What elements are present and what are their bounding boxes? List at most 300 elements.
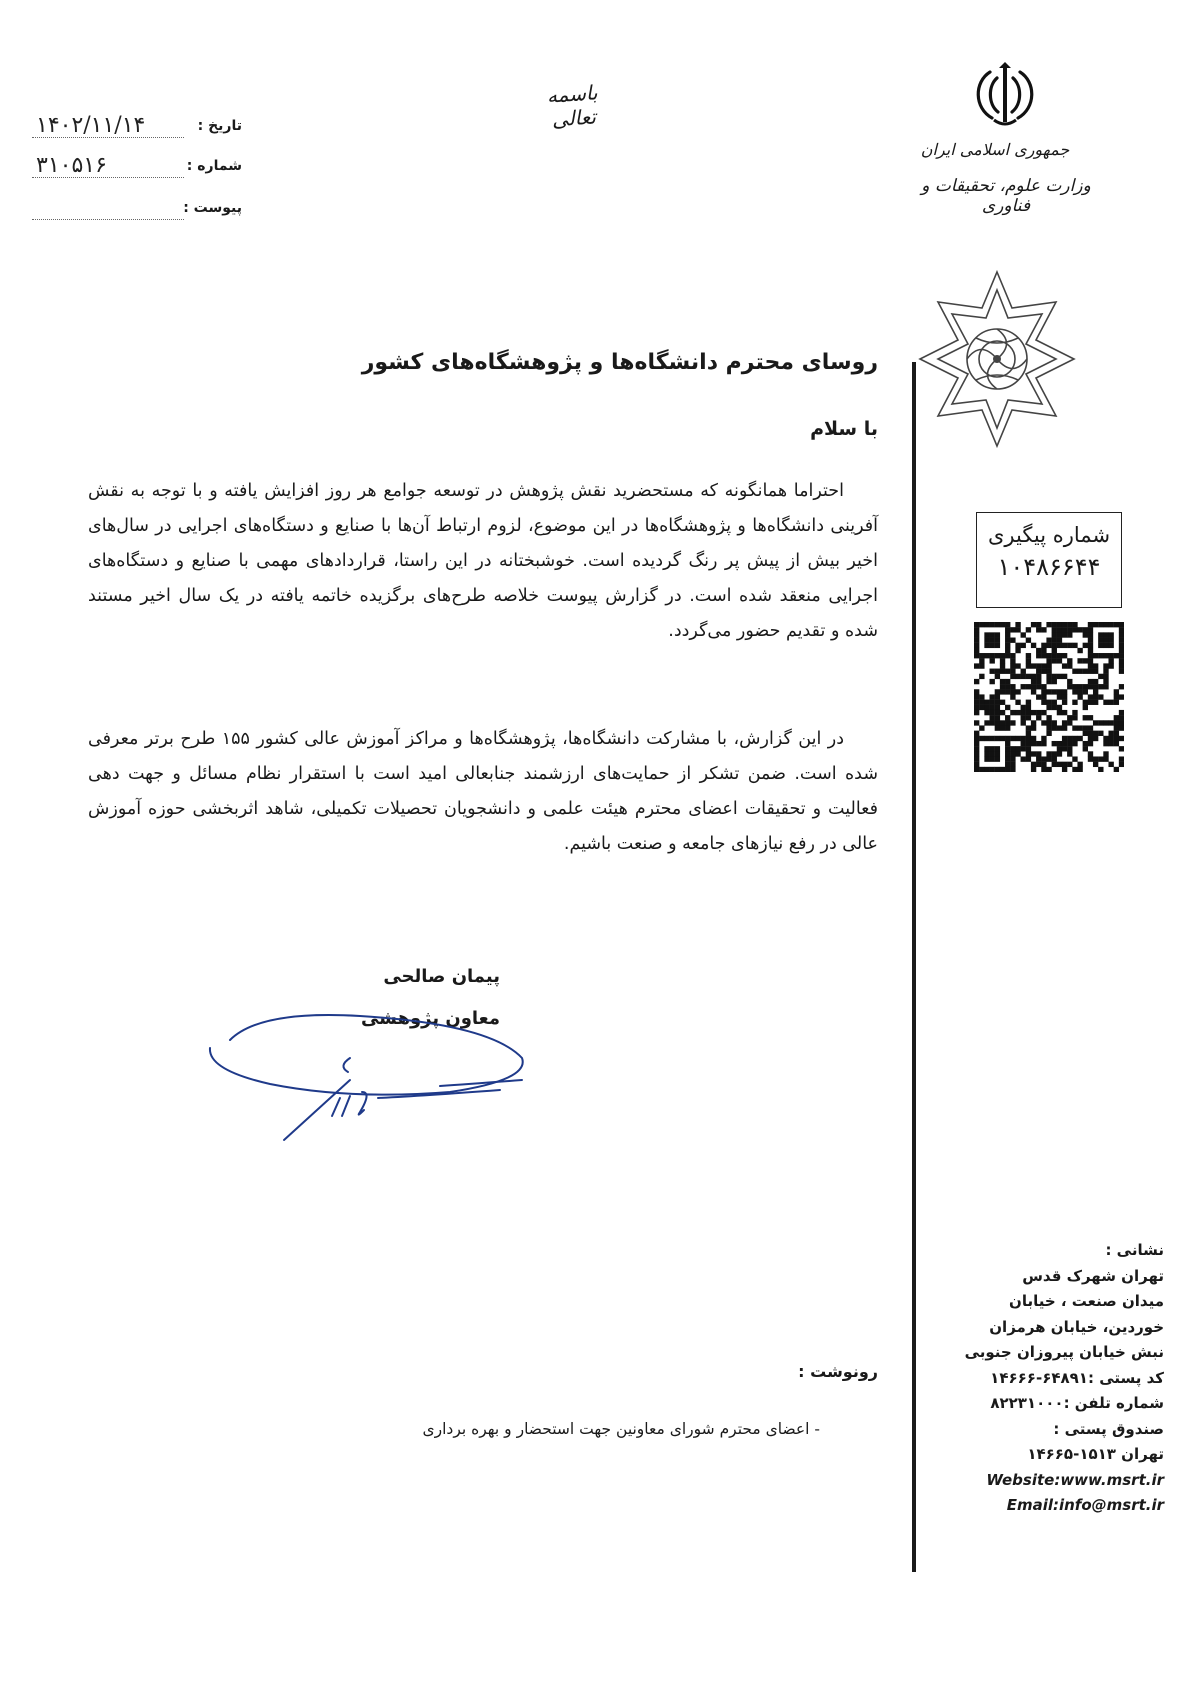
- qr-module: [995, 689, 1000, 694]
- qr-module: [1010, 694, 1015, 699]
- qr-module: [1067, 658, 1072, 663]
- signer-title: معاون پژوهشی: [360, 1008, 500, 1029]
- qr-module: [1098, 684, 1103, 689]
- qr-module: [1093, 679, 1098, 684]
- qr-module: [974, 751, 979, 756]
- qr-module: [1021, 746, 1026, 751]
- qr-module: [1083, 632, 1088, 637]
- qr-module: [1093, 694, 1098, 699]
- qr-module: [995, 720, 1000, 725]
- qr-module: [1088, 715, 1093, 720]
- qr-module: [1083, 705, 1088, 710]
- qr-module: [1021, 736, 1026, 741]
- qr-module: [1046, 731, 1051, 736]
- qr-module: [1077, 725, 1082, 730]
- qr-module: [1021, 741, 1026, 746]
- qr-module: [1031, 720, 1036, 725]
- qr-module: [1031, 684, 1036, 689]
- qr-module: [979, 663, 984, 668]
- qr-module: [1021, 710, 1026, 715]
- qr-module: [1093, 756, 1098, 761]
- qr-module: [1093, 622, 1098, 627]
- qr-module: [990, 756, 995, 761]
- qr-module: [1005, 669, 1010, 674]
- qr-module: [1062, 632, 1067, 637]
- qr-module: [1041, 663, 1046, 668]
- qr-module: [990, 751, 995, 756]
- qr-module: [1057, 762, 1062, 767]
- qr-module: [1088, 638, 1093, 643]
- qr-module: [1021, 632, 1026, 637]
- qr-module: [1093, 684, 1098, 689]
- qr-module: [1088, 700, 1093, 705]
- qr-module: [1036, 762, 1041, 767]
- qr-module: [1062, 746, 1067, 751]
- ornament-icon: [916, 268, 1078, 450]
- greeting: با سلام: [810, 418, 878, 440]
- qr-module: [1093, 736, 1098, 741]
- qr-module: [1108, 632, 1113, 637]
- qr-module: [1031, 736, 1036, 741]
- qr-module: [1077, 648, 1082, 653]
- qr-module: [1062, 725, 1067, 730]
- qr-module: [1005, 720, 1010, 725]
- qr-module: [1119, 720, 1124, 725]
- qr-module: [1119, 653, 1124, 658]
- qr-module: [1052, 751, 1057, 756]
- qr-module: [995, 638, 1000, 643]
- qr-module: [1010, 663, 1015, 668]
- qr-module: [1083, 725, 1088, 730]
- qr-module: [1119, 736, 1124, 741]
- qr-module: [1088, 669, 1093, 674]
- qr-module: [1041, 689, 1046, 694]
- qr-module: [1005, 632, 1010, 637]
- qr-module: [990, 715, 995, 720]
- qr-module: [1088, 627, 1093, 632]
- qr-module: [984, 632, 989, 637]
- attachment-line: [32, 219, 184, 220]
- qr-module: [1052, 627, 1057, 632]
- qr-module: [1077, 658, 1082, 663]
- qr-module: [1041, 720, 1046, 725]
- qr-module: [1021, 643, 1026, 648]
- qr-module: [1052, 658, 1057, 663]
- qr-module: [1010, 746, 1015, 751]
- qr-module: [1046, 622, 1051, 627]
- qr-module: [1098, 638, 1103, 643]
- qr-module: [1052, 622, 1057, 627]
- qr-module: [1062, 643, 1067, 648]
- qr-module: [1077, 669, 1082, 674]
- qr-module: [1057, 705, 1062, 710]
- qr-module: [1093, 731, 1098, 736]
- qr-module: [1114, 700, 1119, 705]
- qr-module: [979, 658, 984, 663]
- qr-module: [1067, 627, 1072, 632]
- qr-module: [1015, 627, 1020, 632]
- qr-module: [1083, 658, 1088, 663]
- margin-rule: [912, 362, 916, 1572]
- qr-module: [1010, 710, 1015, 715]
- qr-module: [1093, 663, 1098, 668]
- qr-module: [1041, 741, 1046, 746]
- qr-module: [1005, 648, 1010, 653]
- qr-module: [1062, 700, 1067, 705]
- qr-module: [1015, 736, 1020, 741]
- qr-module: [1103, 632, 1108, 637]
- qr-module: [1036, 653, 1041, 658]
- qr-module: [1021, 756, 1026, 761]
- qr-module: [979, 674, 984, 679]
- qr-module: [1103, 751, 1108, 756]
- qr-module: [974, 663, 979, 668]
- qr-module: [1072, 669, 1077, 674]
- qr-module: [995, 756, 1000, 761]
- website-link[interactable]: Website:www.msrt.ir: [986, 1470, 1164, 1489]
- qr-module: [1114, 622, 1119, 627]
- qr-module: [984, 751, 989, 756]
- qr-module: [1072, 736, 1077, 741]
- qr-module: [1119, 658, 1124, 663]
- qr-module: [1026, 627, 1031, 632]
- invocation-text: باسمه تعالی: [546, 80, 599, 132]
- qr-module: [1031, 679, 1036, 684]
- qr-module: [1026, 731, 1031, 736]
- qr-module: [979, 725, 984, 730]
- qr-module: [1119, 684, 1124, 689]
- qr-module: [1005, 643, 1010, 648]
- qr-module: [974, 736, 979, 741]
- qr-module: [990, 679, 995, 684]
- qr-module: [1057, 638, 1062, 643]
- qr-module: [1088, 643, 1093, 648]
- qr-module: [1098, 622, 1103, 627]
- qr-module: [1015, 746, 1020, 751]
- qr-module: [1015, 643, 1020, 648]
- number-value: ۳۱۰۵۱۶: [36, 153, 107, 178]
- qr-module: [1052, 653, 1057, 658]
- qr-module: [1088, 684, 1093, 689]
- qr-module: [1041, 736, 1046, 741]
- qr-module: [1072, 689, 1077, 694]
- qr-module: [1052, 762, 1057, 767]
- qr-module: [1010, 684, 1015, 689]
- qr-module: [1031, 762, 1036, 767]
- qr-module: [990, 643, 995, 648]
- qr-module: [1010, 762, 1015, 767]
- qr-module: [990, 632, 995, 637]
- qr-module: [1119, 627, 1124, 632]
- qr-module: [1005, 715, 1010, 720]
- qr-module: [974, 648, 979, 653]
- qr-module: [990, 710, 995, 715]
- qr-module: [1046, 767, 1051, 772]
- qr-module: [1072, 725, 1077, 730]
- qr-module: [1036, 669, 1041, 674]
- qr-module: [1103, 700, 1108, 705]
- qr-module: [1005, 679, 1010, 684]
- qr-module: [1057, 746, 1062, 751]
- qr-module: [1103, 741, 1108, 746]
- qr-module: [1041, 684, 1046, 689]
- qr-module: [1021, 715, 1026, 720]
- qr-module: [1000, 700, 1005, 705]
- qr-module: [974, 710, 979, 715]
- qr-module: [1021, 705, 1026, 710]
- qr-module: [1103, 684, 1108, 689]
- qr-module: [1046, 725, 1051, 730]
- qr-module: [1005, 736, 1010, 741]
- qr-module: [1057, 694, 1062, 699]
- qr-module: [1010, 627, 1015, 632]
- qr-module: [995, 700, 1000, 705]
- qr-module: [1083, 700, 1088, 705]
- qr-module: [974, 741, 979, 746]
- qr-module: [974, 720, 979, 725]
- qr-module: [1000, 725, 1005, 730]
- qr-module: [1031, 710, 1036, 715]
- qr-module: [1083, 643, 1088, 648]
- qr-module: [1052, 674, 1057, 679]
- qr-module: [1021, 674, 1026, 679]
- qr-module: [979, 694, 984, 699]
- qr-module: [1052, 720, 1057, 725]
- qr-module: [1119, 725, 1124, 730]
- qr-module: [1062, 720, 1067, 725]
- qr-module: [1005, 689, 1010, 694]
- qr-module: [1098, 767, 1103, 772]
- phone-number: شماره تلفن :۸۲۲۳۱۰۰۰: [990, 1394, 1164, 1412]
- qr-module: [1114, 694, 1119, 699]
- qr-module: [1067, 762, 1072, 767]
- qr-module: [1062, 689, 1067, 694]
- qr-module: [1046, 674, 1051, 679]
- qr-module: [1088, 694, 1093, 699]
- qr-module: [1046, 638, 1051, 643]
- qr-module: [984, 756, 989, 761]
- qr-module: [990, 653, 995, 658]
- qr-module: [1005, 756, 1010, 761]
- qr-module: [1103, 736, 1108, 741]
- attachment-row: [32, 200, 242, 226]
- qr-module: [1046, 700, 1051, 705]
- qr-module: [979, 705, 984, 710]
- qr-module: [1000, 684, 1005, 689]
- qr-module: [1031, 674, 1036, 679]
- number-row: [32, 153, 242, 184]
- qr-module: [1119, 694, 1124, 699]
- qr-module: [1046, 715, 1051, 720]
- qr-module: [1026, 715, 1031, 720]
- qr-module: [1088, 653, 1093, 658]
- qr-module: [995, 632, 1000, 637]
- qr-module: [1108, 736, 1113, 741]
- qr-module: [1026, 751, 1031, 756]
- qr-module: [1021, 669, 1026, 674]
- qr-module: [1057, 751, 1062, 756]
- qr-module: [1010, 658, 1015, 663]
- qr-module: [1026, 710, 1031, 715]
- qr-module: [974, 705, 979, 710]
- qr-module: [995, 746, 1000, 751]
- qr-module: [1046, 658, 1051, 663]
- tracking-box: [976, 512, 1122, 608]
- qr-module: [1088, 725, 1093, 730]
- qr-module: [1062, 762, 1067, 767]
- qr-module: [1114, 725, 1119, 730]
- qr-module: [1077, 689, 1082, 694]
- qr-module: [1041, 653, 1046, 658]
- email-link[interactable]: Email:info@msrt.ir: [1006, 1496, 1164, 1514]
- signer-name: پیمان صالحی: [383, 966, 500, 987]
- date-row: [32, 113, 242, 144]
- qr-module: [1057, 674, 1062, 679]
- qr-module: [1021, 684, 1026, 689]
- qr-module: [1088, 751, 1093, 756]
- qr-module: [1072, 741, 1077, 746]
- qr-module: [984, 720, 989, 725]
- qr-module: [1005, 705, 1010, 710]
- qr-module: [1000, 710, 1005, 715]
- qr-module: [1026, 736, 1031, 741]
- qr-module: [1119, 746, 1124, 751]
- qr-module: [1005, 638, 1010, 643]
- handwritten-signature: [200, 1000, 530, 1150]
- qr-module: [1026, 756, 1031, 761]
- qr-module: [1083, 689, 1088, 694]
- qr-module: [1026, 741, 1031, 746]
- qr-module: [1114, 689, 1119, 694]
- qr-module: [974, 762, 979, 767]
- qr-module: [1015, 674, 1020, 679]
- qr-module: [990, 694, 995, 699]
- qr-module: [1031, 725, 1036, 730]
- qr-module: [1046, 705, 1051, 710]
- qr-module: [1067, 643, 1072, 648]
- qr-module: [1114, 720, 1119, 725]
- qr-module: [1005, 627, 1010, 632]
- postal-code: کد پستی :۶۴۸۹۱-۱۴۶۶۶: [990, 1368, 1164, 1387]
- qr-module: [1015, 700, 1020, 705]
- qr-module: [1052, 725, 1057, 730]
- qr-module: [1005, 767, 1010, 772]
- qr-module: [1062, 694, 1067, 699]
- qr-module: [1119, 638, 1124, 643]
- qr-module: [984, 700, 989, 705]
- qr-module: [984, 710, 989, 715]
- qr-module: [1015, 710, 1020, 715]
- address-block: [946, 1238, 1164, 1519]
- qr-module: [995, 725, 1000, 730]
- qr-module: [1015, 622, 1020, 627]
- qr-module: [1119, 648, 1124, 653]
- qr-module: [1010, 767, 1015, 772]
- qr-module: [1077, 694, 1082, 699]
- qr-module: [1052, 679, 1057, 684]
- qr-module: [1031, 767, 1036, 772]
- qr-module: [1057, 632, 1062, 637]
- qr-module: [1010, 689, 1015, 694]
- qr-module: [1010, 669, 1015, 674]
- qr-module: [990, 669, 995, 674]
- qr-module: [1010, 751, 1015, 756]
- qr-module: [1083, 715, 1088, 720]
- qr-module: [1021, 720, 1026, 725]
- qr-module: [1041, 694, 1046, 699]
- qr-module: [1077, 627, 1082, 632]
- qr-module: [1108, 741, 1113, 746]
- qr-module: [1114, 736, 1119, 741]
- qr-module: [1010, 653, 1015, 658]
- qr-module: [1005, 751, 1010, 756]
- qr-module: [1036, 741, 1041, 746]
- qr-module: [1062, 663, 1067, 668]
- qr-module: [1088, 736, 1093, 741]
- qr-module: [1072, 627, 1077, 632]
- qr-module: [1062, 710, 1067, 715]
- qr-module: [1036, 663, 1041, 668]
- qr-module: [1077, 762, 1082, 767]
- qr-module: [995, 653, 1000, 658]
- qr-module: [1015, 689, 1020, 694]
- qr-module: [1119, 762, 1124, 767]
- qr-module: [1093, 689, 1098, 694]
- qr-module: [1005, 762, 1010, 767]
- qr-module: [1036, 715, 1041, 720]
- qr-module: [1031, 689, 1036, 694]
- qr-module: [984, 736, 989, 741]
- qr-module: [995, 710, 1000, 715]
- qr-module: [1000, 689, 1005, 694]
- qr-module: [1036, 756, 1041, 761]
- qr-module: [1010, 638, 1015, 643]
- qr-module: [1015, 751, 1020, 756]
- qr-module: [1088, 648, 1093, 653]
- qr-module: [1114, 767, 1119, 772]
- qr-module: [1052, 700, 1057, 705]
- qr-module: [974, 627, 979, 632]
- date-value: ۱۴۰۲/۱۱/۱۴: [36, 113, 146, 138]
- qr-module: [1103, 622, 1108, 627]
- body-paragraph-1: [88, 474, 878, 649]
- qr-module: [1005, 653, 1010, 658]
- qr-module: [1057, 622, 1062, 627]
- qr-module: [1103, 669, 1108, 674]
- qr-module: [990, 767, 995, 772]
- qr-module: [1062, 741, 1067, 746]
- qr-module: [1108, 762, 1113, 767]
- qr-module: [1046, 751, 1051, 756]
- qr-module: [1026, 658, 1031, 663]
- qr-module: [1052, 689, 1057, 694]
- qr-module: [1000, 736, 1005, 741]
- qr-module: [1083, 669, 1088, 674]
- qr-module: [1041, 648, 1046, 653]
- qr-module: [1041, 700, 1046, 705]
- tracking-number: ۱۰۴۸۶۶۴۴: [997, 553, 1101, 581]
- qr-module: [1026, 725, 1031, 730]
- qr-module: [1077, 684, 1082, 689]
- qr-module: [1031, 751, 1036, 756]
- qr-module: [984, 643, 989, 648]
- qr-module: [979, 653, 984, 658]
- qr-module: [1046, 663, 1051, 668]
- qr-module: [1057, 643, 1062, 648]
- cc-recipient: - اعضای محترم شورای معاونین جهت استحضار و بهره برداری: [422, 1420, 820, 1438]
- qr-module: [1088, 741, 1093, 746]
- qr-module: [1057, 710, 1062, 715]
